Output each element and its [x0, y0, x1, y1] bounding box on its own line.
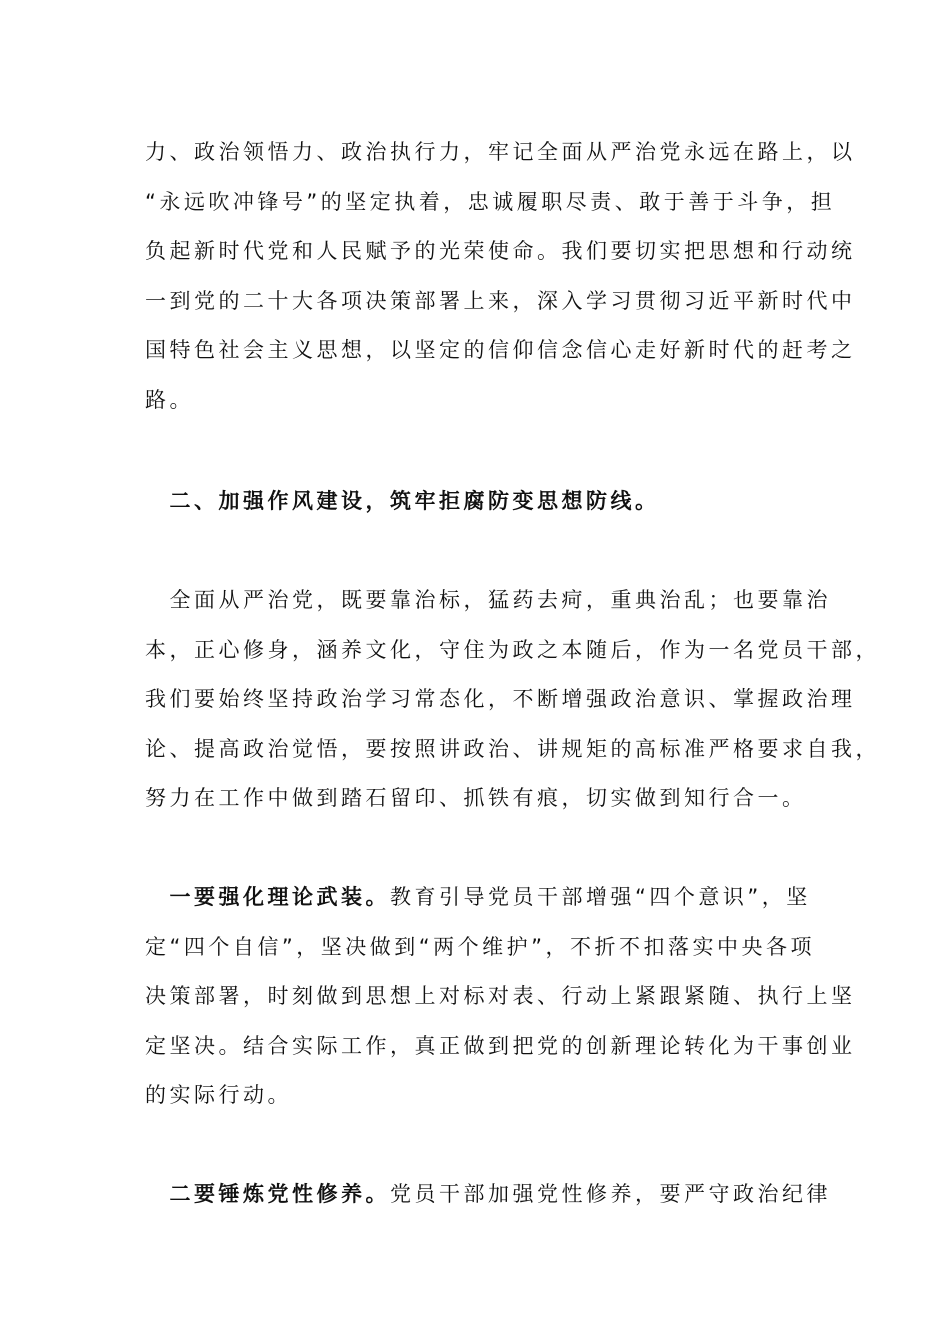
paragraph-line: 决策部署，时刻做到思想上对标对表、行动上紧跟紧随、执行上坚 [145, 984, 856, 1008]
paragraph-line: “永远吹冲锋号”的坚定执着，忠诚履职尽责、敢于善于斗争，担 [145, 189, 836, 214]
paragraph-lead: 二要锤炼党性修养。 [145, 1182, 390, 1206]
paragraph-lead-rest: 教育引导党员干部增强“四个意识”，坚 [390, 885, 811, 909]
paragraph-line: 本，正心修身，涵养文化，守住为政之本随后，作为一名党员干部， [145, 637, 880, 662]
section-heading-text: 二、加强作风建设，筑牢拒腐防变思想防线。 [145, 489, 660, 513]
paragraph-1 [145, 128, 856, 425]
paragraph-3 [145, 873, 856, 1121]
section-heading-2 [145, 477, 820, 527]
paragraph-line: 定坚决。结合实际工作，真正做到把党的创新理论转化为干事创业 [145, 1033, 856, 1058]
paragraph-line: 定“四个自信”，坚决做到“两个维护”，不折不扣落实中央各项 [145, 934, 816, 959]
paragraph-lead: 一要强化理论武装。 [145, 885, 390, 909]
paragraph-line: 的实际行动。 [145, 1083, 292, 1107]
paragraph-line: 努力在工作中做到踏石留印、抓铁有痕，切实做到知行合一。 [145, 786, 807, 810]
paragraph-line: 论、提高政治觉悟，要按照讲政治、讲规矩的高标准严格要求自我， [145, 736, 880, 761]
paragraph-line: 一到党的二十大各项决策部署上来，深入学习贯彻习近平新时代中 [145, 288, 856, 313]
paragraph-lead-rest: 党员干部加强党性修养，要严守政治纪律 [390, 1182, 831, 1206]
paragraph-line: 力、政治领悟力、政治执行力，牢记全面从严治党永远在路上，以 [145, 140, 856, 164]
paragraph-first-line [145, 1170, 831, 1220]
paragraph-line: 路。 [145, 387, 194, 412]
paragraph-line: 全面从严治党，既要靠治标，猛药去疴，重典治乱；也要靠治 [145, 588, 831, 612]
paragraph-line: 负起新时代党和人民赋予的光荣使命。我们要切实把思想和行动统 [145, 239, 856, 263]
paragraph-first-line [145, 873, 820, 923]
paragraph-2 [145, 576, 880, 824]
paragraph-line: 国特色社会主义思想，以坚定的信仰信念信心走好新时代的赶考之 [145, 338, 856, 362]
paragraph-line: 我们要始终坚持政治学习常态化，不断增强政治意识、掌握政治理 [145, 687, 856, 711]
paragraph-4 [145, 1170, 831, 1220]
